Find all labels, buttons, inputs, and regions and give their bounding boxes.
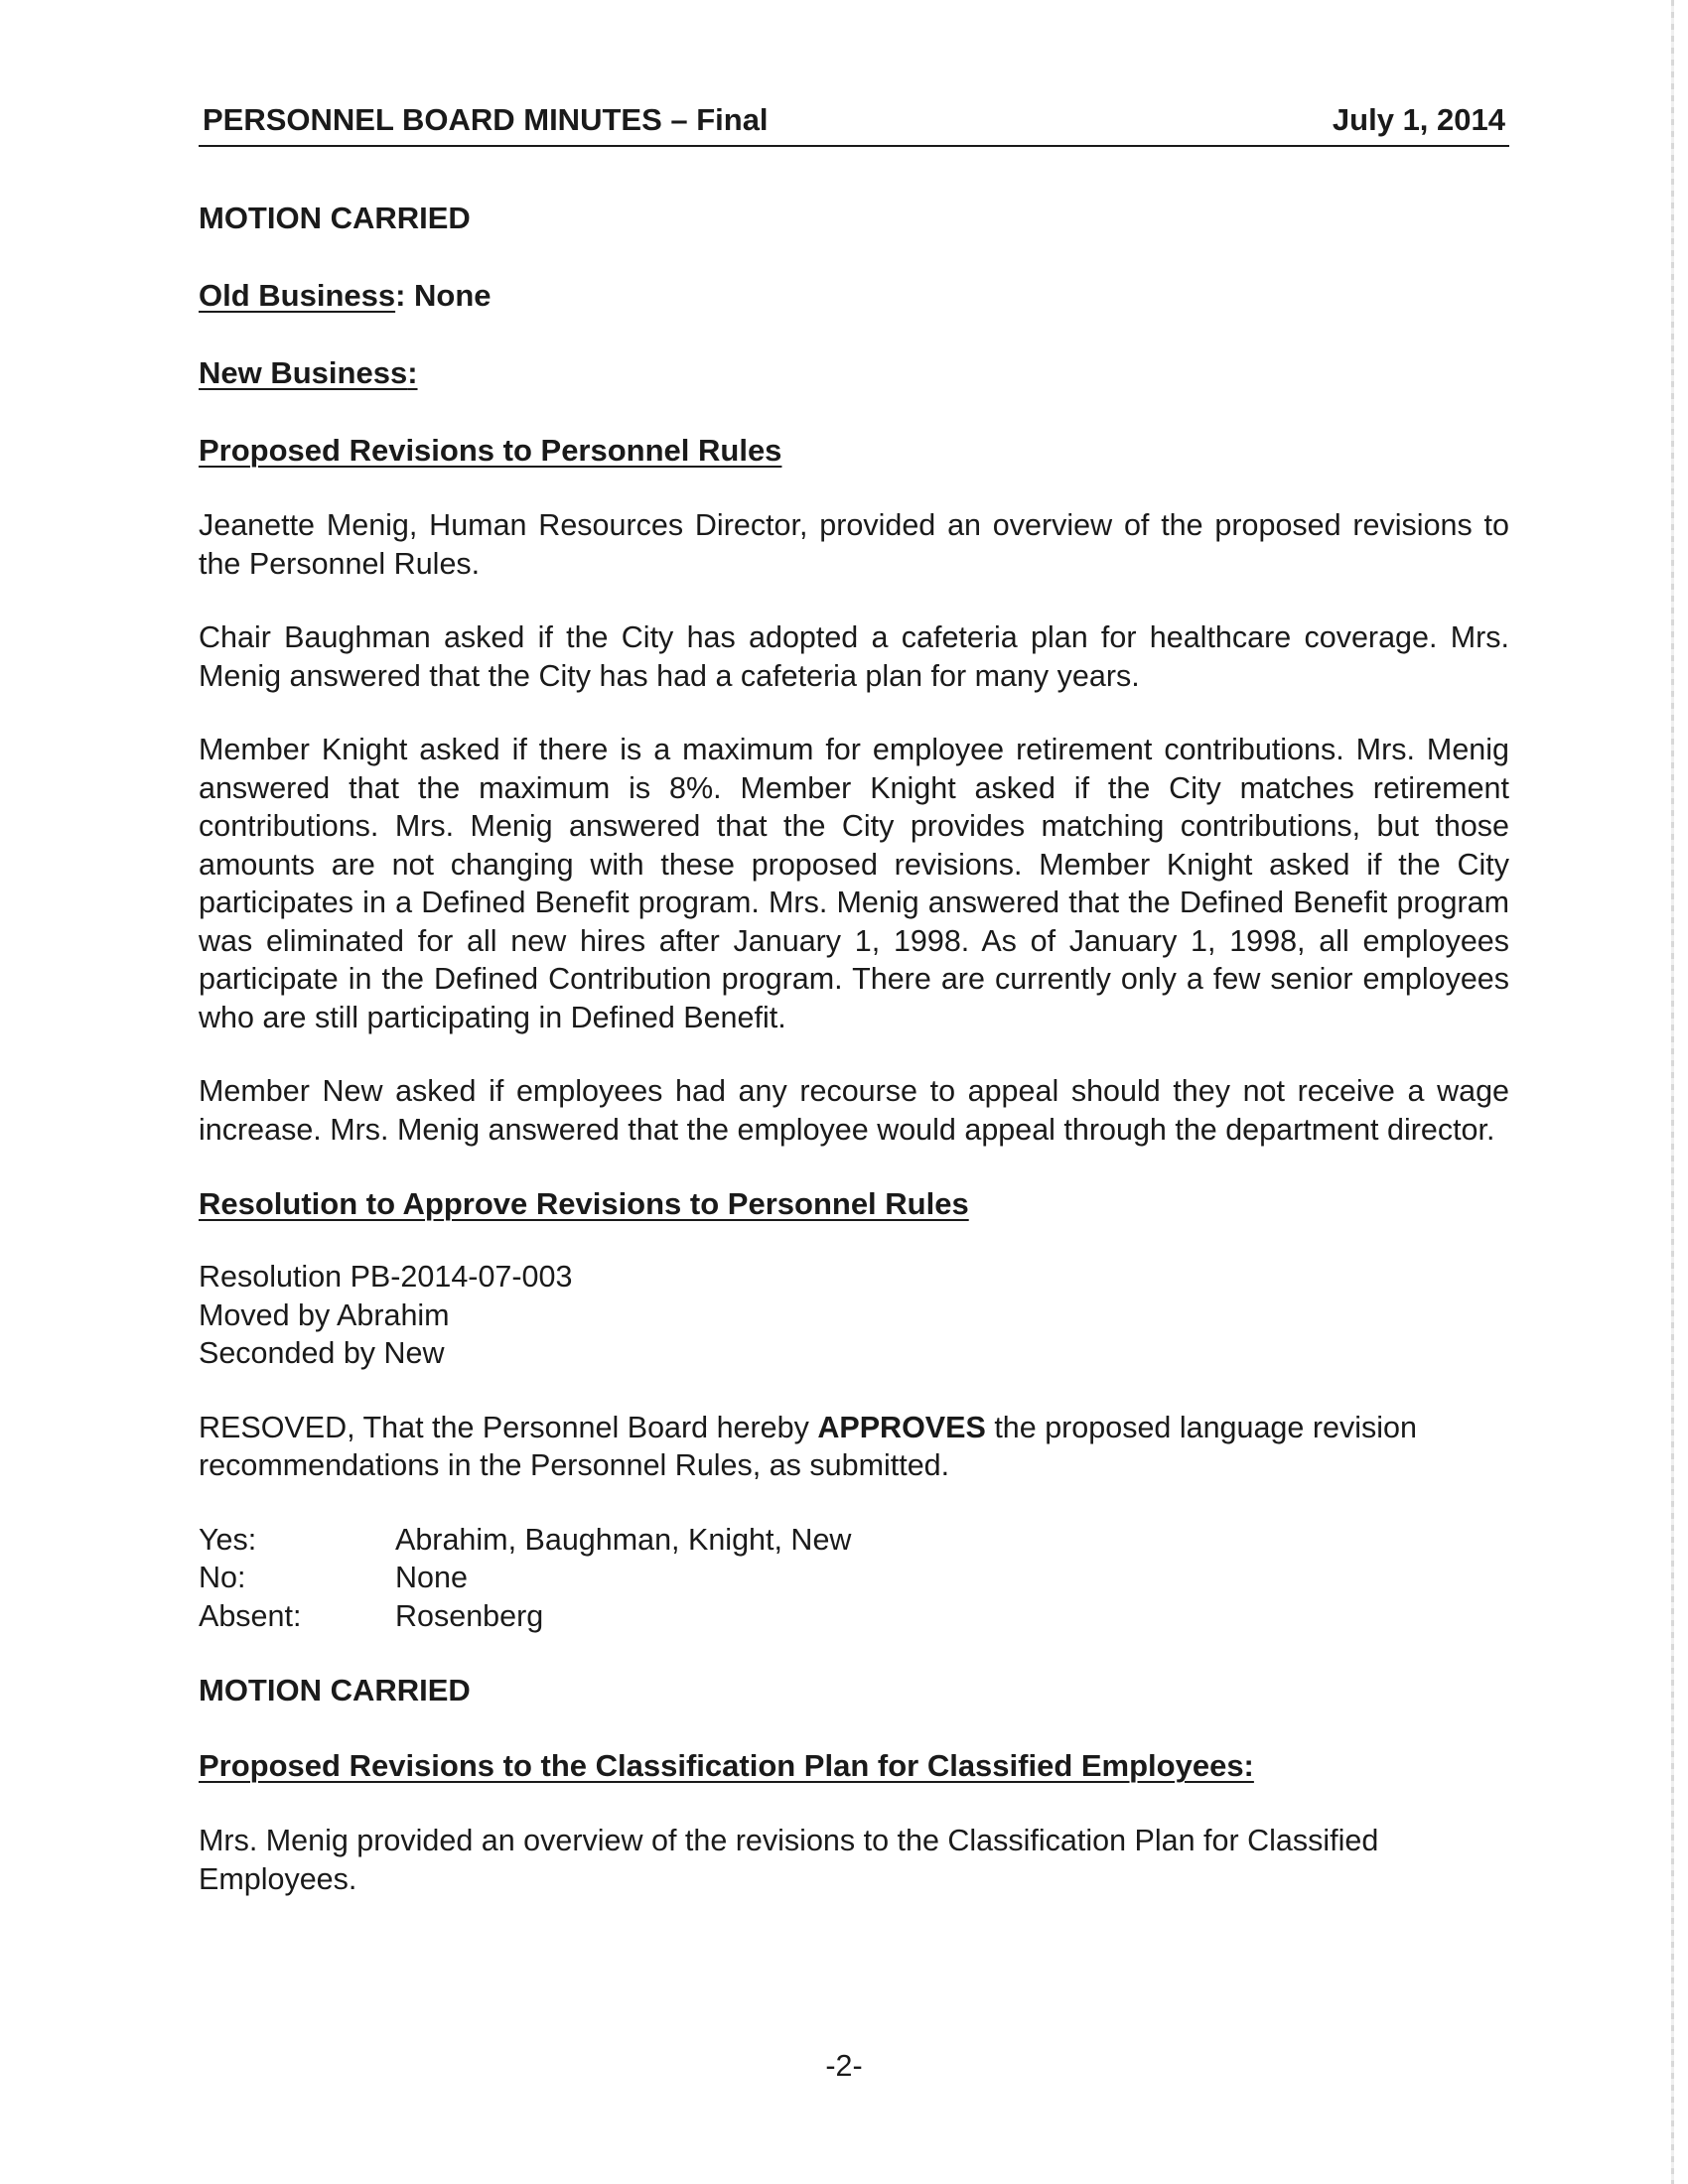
proposed-revisions-heading: Proposed Revisions to Personnel Rules [199, 433, 782, 468]
vote-value: None [395, 1561, 468, 1594]
paragraph-cafeteria-plan: Chair Baughman asked if the City has adopted a cafeteria plan for healthcare coverage. Mrs. Menig answered that the City has had a cafeteria plan for many years. [199, 620, 1509, 693]
old-business [199, 276, 1509, 316]
classification-heading: Proposed Revisions to the Classification Plan for Classified Employees: [199, 1748, 1254, 1783]
old-business-label: Old Business [199, 278, 396, 313]
resolved-bold: APPROVES [817, 1410, 986, 1444]
header-date: July 1, 2014 [1332, 102, 1505, 137]
new-business-colon: : [407, 355, 418, 390]
resolved-statement [199, 1409, 1509, 1485]
new-business [199, 353, 1509, 393]
vote-label: No: [199, 1561, 246, 1594]
header-title: PERSONNEL BOARD MINUTES – Final [203, 102, 769, 137]
motion-carried-1: MOTION CARRIED [199, 201, 471, 235]
resolution-number: Resolution PB-2014-07-003 [199, 1260, 573, 1294]
document-page [199, 99, 1509, 1898]
vote-table [199, 1521, 851, 1636]
motion-carried-2: MOTION CARRIED [199, 1673, 471, 1707]
resolved-post: the proposed language revision recommendations in the Personnel Rules, as submitted. [199, 1410, 1417, 1482]
new-business-label: New Business [199, 355, 408, 390]
resolution-heading: Resolution to Approve Revisions to Personnel Rules [199, 1186, 969, 1221]
page-number: -2- [825, 2049, 863, 2083]
paragraph-retirement: Member Knight asked if there is a maximum for employee retirement contributions. Mrs. Menig answered that the maximum is 8%. Member Knight asked if the City matches retirement contributions. Mrs. Menig answered that the City provides matching contributions, but those amounts are not changing with these proposed revisions. Member Knight asked if the City participates in a Defined Benefit program. Mrs. Menig answered that the Defined Benefit program was eliminated for all new hires after January 1, 1998. As of January 1, 1998, all employees participate in the Defined Contribution program. There are currently only a few senior employees who are still participating in Defined Benefit. [199, 733, 1509, 1034]
moved-by: Moved by Abrahim [199, 1297, 450, 1332]
seconded-by: Seconded by New [199, 1336, 445, 1370]
vote-value: Abrahim, Baughman, Knight, New [395, 1522, 852, 1557]
paragraph-appeal: Member New asked if employees had any recourse to appeal should they not receive a wage increase. Mrs. Menig answered that the employee would appeal through the department director. [199, 1074, 1509, 1147]
old-business-value: : None [395, 278, 492, 313]
paragraph-classification: Mrs. Menig provided an overview of the revisions to the Classification Plan for Classified Employees. [199, 1824, 1379, 1896]
vote-label: Absent: [199, 1598, 302, 1633]
resolved-pre: RESOVED, That the Personnel Board hereby [199, 1410, 818, 1444]
vote-row [199, 1559, 851, 1597]
paragraph-overview: Jeanette Menig, Human Resources Director, provided an overview of the proposed revisions to the Personnel Rules. [199, 508, 1509, 581]
vote-row [199, 1521, 851, 1560]
page-header [199, 99, 1509, 147]
vote-label: Yes: [199, 1522, 257, 1557]
vote-value: Rosenberg [395, 1598, 544, 1633]
scan-edge-artifact [1671, 0, 1674, 2184]
vote-row [199, 1597, 851, 1636]
